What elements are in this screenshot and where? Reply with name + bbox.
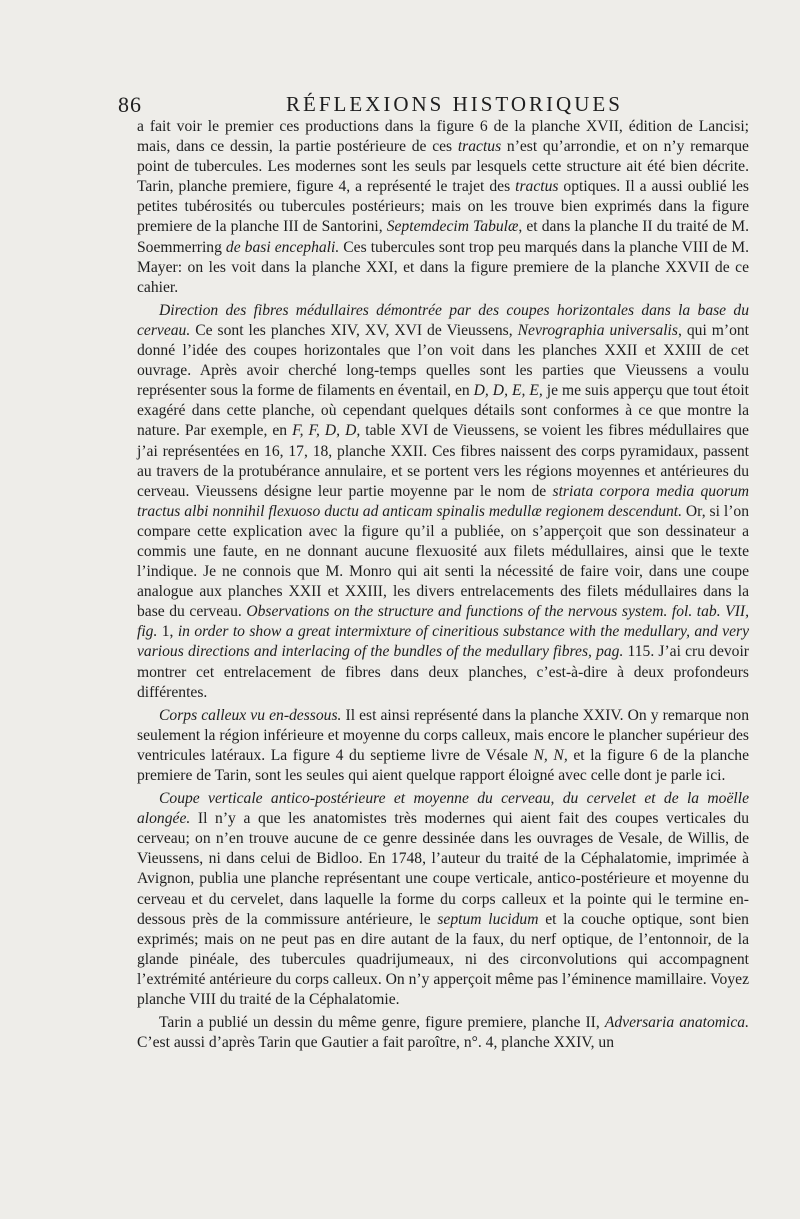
- italic-run: Coupe verticale antico-postérieure et moyenne du cerveau, du cervelet et de la moëlle alongée.: [137, 790, 749, 828]
- italic-run: in order to show a great intermixture of cineritious substance with the medullary, and very various directions and interlacing of the bundles of the medullary fibres, pag.: [137, 623, 749, 661]
- italic-run: Corps calleux vu en-dessous.: [159, 706, 342, 724]
- text-run: je me suis apperçu que tout étoit exagéré dans cette planche, où cependant quelques détails sont conformes à ce que montre la nature. Par exemple, en: [137, 382, 749, 440]
- text-run: , et dans la planche II du traité de M. Soemmerring: [137, 218, 750, 256]
- italic-run: N, N,: [533, 746, 568, 764]
- text-run: C’est aussi d’après Tarin que Gautier a fait paroître, n°. 4, planche XXIV, un: [137, 1034, 615, 1052]
- paragraph-4: [137, 789, 749, 1010]
- body-text: [137, 117, 749, 1053]
- italic-run: D, D, E, E,: [473, 382, 543, 400]
- text-run: 115. J’ai cru devoir montrer cet entrelacement de fibres dans deux planches, c’est-à-dire à deux profondeurs différentes.: [137, 643, 749, 701]
- text-run: Tarin a publié un dessin du même genre, figure premiere, planche II,: [159, 1014, 605, 1032]
- running-head: RÉFLEXIONS HISTORIQUES: [286, 92, 623, 116]
- text-run: a fait voir le premier ces productions dans la figure 6 de la planche XVII, édition de Lancisi; mais, dans ce dessin, la partie postérieure de ces: [137, 118, 749, 156]
- italic-run: Observations on the structure and functions of the nervous system. fol. tab. VII, fig.: [137, 603, 749, 641]
- italic-run: septum lucidum: [437, 910, 539, 928]
- italic-run: tractus: [515, 178, 559, 196]
- text-run: Or, si l’on compare cette explication avec la figure qu’il a publiée, on s’apperçoit que son dessinateur a commis une faute, en ne donnant aucune flexuosité aux filets médullaires, ainsi que le texte l’indique. Je ne connois que M. Monro qui ait senti la nécessité de faire voir, dans une coupe analogue aux planches XXII et XXIII, les divers entrelacements des filets médullaires dans la base du cerveau.: [137, 502, 749, 621]
- text-run: Ces tubercules sont trop peu marqués dans la planche VIII de M. Mayer: on les voit dans la planche XXI, et dans la figure premiere de la planche XXVII de ce cahier.: [137, 238, 749, 296]
- text-run: Ce sont les planches XIV, XV, XVI de Vieussens,: [190, 321, 518, 339]
- text-run: Il est ainsi représenté dans la planche XXIV. On y remarque non seulement la région inférieure et moyenne du corps calleux, mais encore le plancher supérieur des ventricules latéraux. La figure 4 du septieme livre de Vésale: [137, 706, 750, 764]
- italic-run: striata corpora media quorum tractus albi nonnihil flexuoso ductu ad anticam spinalis medullæ regionem descendunt.: [137, 482, 750, 520]
- italic-run: Direction des fibres médullaires démontrée par des coupes horizontales dans la base du cerveau.: [137, 301, 749, 339]
- italic-run: de basi encephali.: [225, 238, 340, 256]
- text-run: optiques. Il a aussi oublié les petites tubérosités ou tubercules postérieurs; mais on les trouve bien exprimés dans la figure premiere de la planche III de Santorini,: [137, 178, 749, 236]
- page-number: 86: [118, 92, 142, 117]
- italic-run: Nevrographia universalis: [517, 321, 678, 339]
- text-run: Il n’y a que les anatomistes très modernes qui aient fait des coupes verticales du cerveau; on n’en trouve aucune de ce genre dessinée dans les ouvrages de Vesale, de Willis, de Vieussens, ni dans celui de Bidloo. En 1748, l’auteur du traité de la Céphalatomie, imprimée à Avignon, publia une planche représentant une coupe verticale, antico-postérieure et moyenne du cerveau et du cervelet, dans laquelle la forme du corps calleux et la pointe qui le termine en-dessous près de la commissure antérieure, le: [137, 810, 749, 928]
- text-run: et la couche optique, sont bien exprimés; mais on ne peut pas en dire autant de la faux, du nerf optique, de l’entonnoir, de la glande pinéale, des tubercules quadrijumeaux, ni des circonvolutions qui accompagnent l’extrémité antérieure du corps calleux. On n’y apperçoit même pas l’éminence mamillaire. Voyez planche VIII du traité de la Céphalatomie.: [137, 910, 749, 1009]
- paragraph-1: [137, 117, 749, 298]
- text-run: , qui m’ont donné l’idée des coupes horizontales que l’on voit dans les planches XXII et XXIII de cet ouvrage. Après avoir cherché long-temps quelles sont les parties que Vieussens a voulu représenter sous la forme de filaments en éventail, en: [137, 321, 750, 400]
- paragraph-3: [137, 706, 749, 786]
- paragraph-2: [137, 301, 749, 703]
- text-run: 1,: [157, 623, 178, 641]
- text-run: table XVI de Vieussens, se voient les fibres médullaires que j’ai représentées en 16, 17, 18, planche XXII. Ces fibres naissent des corps pyramidaux, passent au travers de la protubérance annulaire, et se portent vers les régions moyennes et antérieures du cerveau. Vieussens désigne leur partie moyenne par le nom de: [137, 422, 749, 500]
- paragraph-5: [137, 1013, 749, 1053]
- text-run: et la figure 6 de la planche premiere de Tarin, sont les seules qui aient quelque rapport éloigné avec celle dont je parle ici.: [137, 746, 749, 784]
- italic-run: F, F, D, D,: [292, 422, 361, 440]
- italic-run: Septemdecim Tabulæ: [386, 218, 519, 236]
- italic-run: Adversaria anatomica.: [604, 1014, 749, 1032]
- text-run: n’est qu’arrondie, et on n’y remarque point de tubercules. Les modernes sont les seuls par lesquels cette structure ait été bien décrite. Tarin, planche premiere, figure 4, a représenté le trajet des: [137, 138, 749, 196]
- italic-run: tractus: [457, 138, 502, 156]
